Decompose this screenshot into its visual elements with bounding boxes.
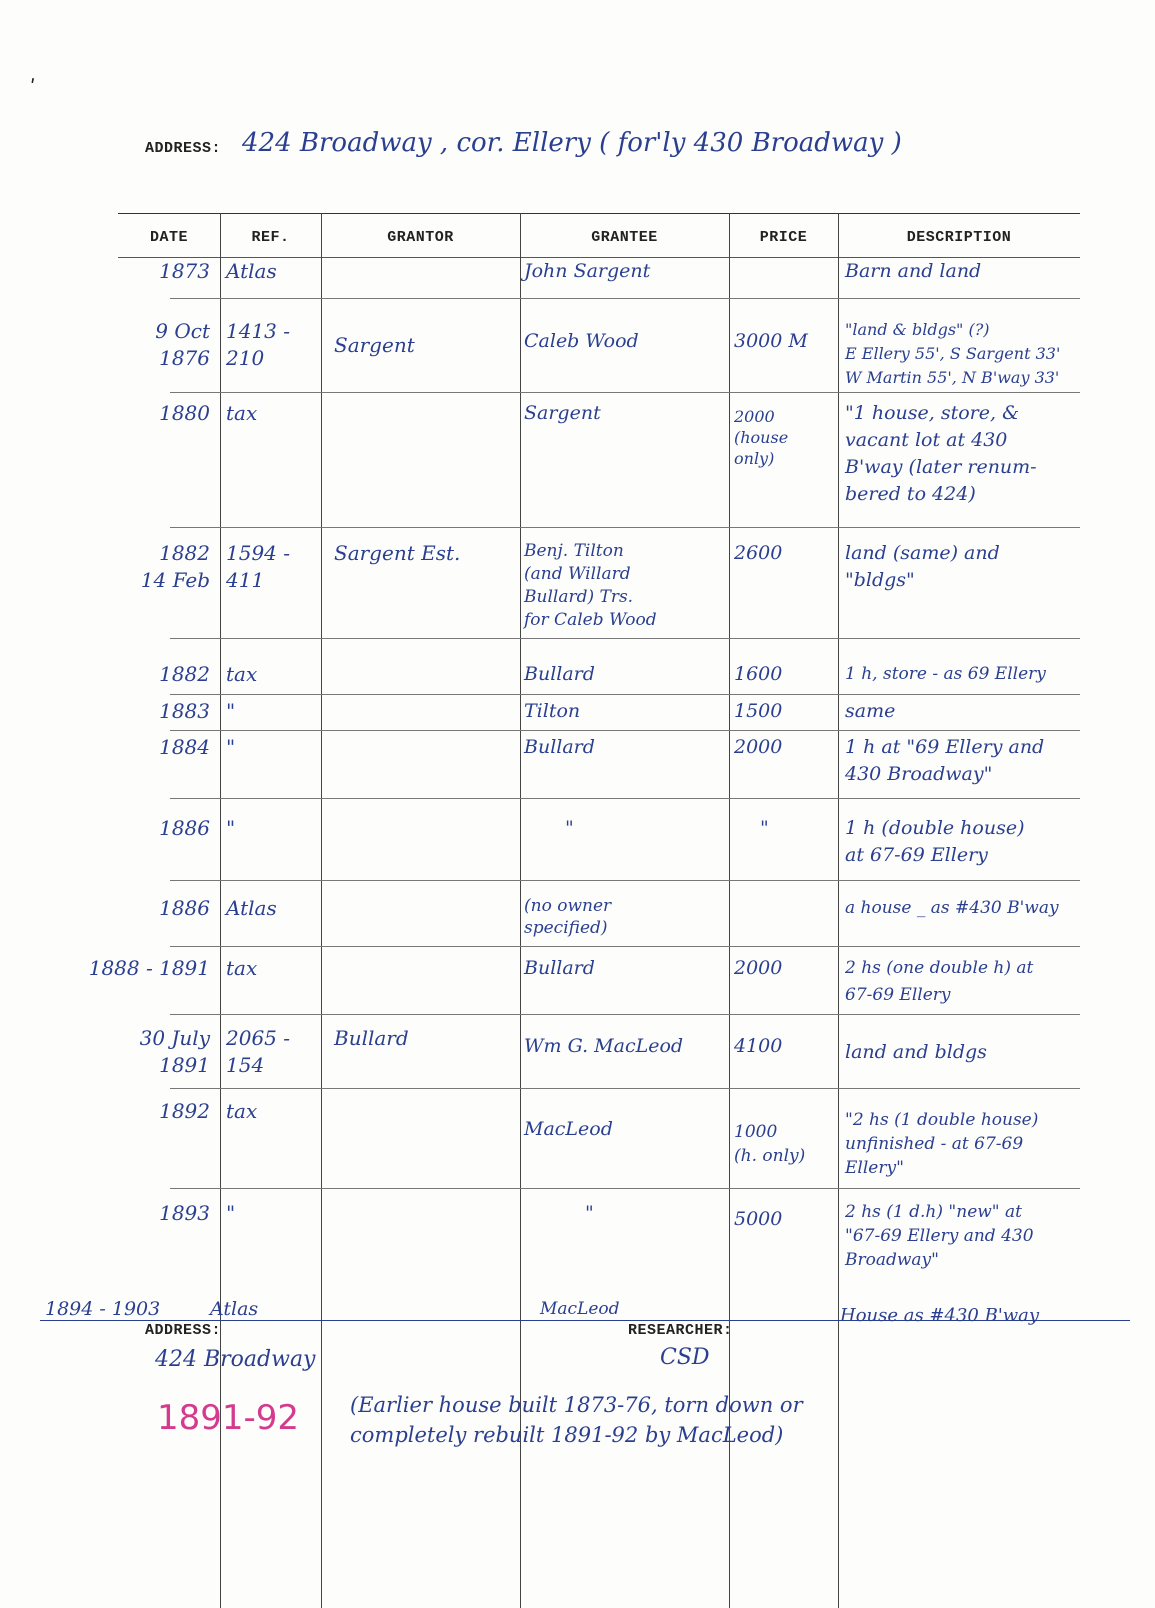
row-grantee: Sargent [524, 402, 601, 424]
row-ref: 1413 - 210 [226, 319, 291, 370]
row-price: 1000 (h. only) [734, 1122, 806, 1166]
column-header-price: PRICE [759, 229, 808, 246]
row-date: 1886 [159, 816, 210, 840]
row-description: "land & bldgs" (?) E Ellery 55', S Sargent 33' W Martin 55', N B'way 33' [845, 320, 1061, 387]
row-ref: 2065 - 154 [226, 1026, 291, 1077]
row-divider [170, 946, 1080, 947]
row-date: 9 Oct 1876 [155, 319, 210, 370]
row-ref: tax [226, 401, 258, 425]
column-divider [321, 213, 322, 1608]
row-ref: tax [226, 1099, 258, 1123]
row-price: " [760, 817, 769, 839]
row-price: 4100 [734, 1035, 783, 1057]
row-divider [170, 298, 1080, 299]
row-grantee: Benj. Tilton (and Willard Bullard) Trs. for Caleb Wood [524, 541, 657, 630]
row-grantee: " [585, 1202, 594, 1224]
row-grantor: Bullard [334, 1026, 409, 1050]
row-description: same [845, 700, 896, 722]
row-description: Barn and land [845, 260, 982, 282]
table-top-rule [118, 213, 1080, 214]
row-grantee: Caleb Wood [524, 330, 639, 352]
row-grantee: Bullard [524, 663, 595, 685]
row-ref: tax [226, 662, 258, 686]
row-grantee: (no owner specified) [524, 896, 612, 938]
column-header-grantor: GRANTOR [387, 229, 454, 246]
row-grantee: Tilton [524, 700, 581, 722]
year-built: 1891-92 [157, 1398, 300, 1438]
row-price: 5000 [734, 1208, 783, 1230]
column-header-ref: REF. [251, 229, 290, 246]
row-grantee: Bullard [524, 957, 595, 979]
researcher-value: CSD [660, 1345, 710, 1370]
row-divider [170, 730, 1080, 731]
row-ref: " [226, 735, 236, 759]
row-description: "2 hs (1 double house) unfinished - at 67-69 Ellery" [845, 1110, 1039, 1178]
column-header-date: DATE [149, 229, 188, 246]
footer-address-label: ADDRESS: [145, 1322, 222, 1339]
row-price: 2600 [734, 542, 783, 564]
row-date: 1883 [159, 699, 210, 723]
row-grantee: " [565, 817, 574, 839]
footer-address-value: 424 Broadway [155, 1347, 316, 1372]
row-divider [170, 527, 1080, 528]
row-divider [170, 1088, 1080, 1089]
row-description: 1 h, store - as 69 Ellery [845, 664, 1046, 684]
row-divider [170, 638, 1080, 639]
row-ref: Atlas [210, 1298, 259, 1320]
row-description: land (same) and "bldgs" [845, 542, 1000, 591]
stray-mark: ʹ [30, 75, 36, 99]
row-divider [170, 1188, 1080, 1189]
row-price: 2000 [734, 957, 783, 979]
column-header-grantee: GRANTEE [591, 229, 658, 246]
column-divider [838, 213, 839, 1608]
row-description: 2 hs (one double h) at 67-69 Ellery [845, 958, 1034, 1005]
row-description: 1 h (double house) at 67-69 Ellery [845, 817, 1025, 866]
row-description: land and bldgs [845, 1041, 987, 1063]
row-grantee: Wm G. MacLeod [524, 1035, 684, 1057]
row-grantee: John Sargent [524, 260, 651, 282]
row-price: 3000 M [734, 330, 808, 352]
row-description: 1 h at "69 Ellery and 430 Broadway" [845, 736, 1045, 785]
row-grantor: Sargent Est. [334, 541, 461, 565]
row-divider [170, 392, 1080, 393]
row-divider [170, 880, 1080, 881]
row-description: "1 house, store, & vacant lot at 430 B'way (later renum- bered to 424) [845, 402, 1037, 505]
row-ref: " [226, 816, 236, 840]
row-date: 1886 [159, 896, 210, 920]
row-date: 1892 [159, 1099, 210, 1123]
row-ref: " [226, 699, 236, 723]
row-grantee: MacLeod [524, 1118, 613, 1140]
row-grantee: MacLeod [540, 1299, 620, 1319]
row-description: a house _ as #430 B'way [845, 898, 1059, 918]
row-grantor: Sargent [334, 333, 415, 357]
address-value: 424 Broadway , cor. Ellery ( for'ly 430 Broadway ) [242, 128, 902, 158]
address-label: ADDRESS: [145, 140, 222, 157]
footer-note: (Earlier house built 1873-76, torn down or completely rebuilt 1891-92 by MacLeod) [350, 1393, 803, 1447]
row-price: 2000 (house only) [734, 407, 789, 468]
row-divider [170, 694, 1080, 695]
column-header-description: DESCRIPTION [906, 229, 1012, 246]
row-date: 1882 [159, 662, 210, 686]
row-ref: Atlas [226, 259, 277, 283]
row-date: 1882 14 Feb [140, 541, 210, 592]
row-description: 2 hs (1 d.h) "new" at "67-69 Ellery and 430 Broadway" [845, 1202, 1034, 1270]
row-date: 1880 [159, 401, 210, 425]
researcher-label: RESEARCHER: [628, 1322, 733, 1339]
row-divider [170, 1014, 1080, 1015]
row-price: 1500 [734, 700, 783, 722]
row-date: 1893 [159, 1201, 210, 1225]
row-date: 30 July 1891 [139, 1026, 210, 1077]
row-ref: " [226, 1201, 236, 1225]
row-date: 1888 - 1891 [88, 956, 210, 980]
row-grantee: Bullard [524, 736, 595, 758]
row-date: 1884 [159, 735, 210, 759]
row-price: 2000 [734, 736, 783, 758]
row-price: 1600 [734, 663, 783, 685]
row-divider [170, 798, 1080, 799]
row-description: House as #430 B'way [840, 1305, 1040, 1326]
row-date: 1873 [159, 259, 210, 283]
row-ref: 1594 - 411 [226, 541, 291, 592]
row-ref: Atlas [226, 896, 277, 920]
row-date: 1894 - 1903 [45, 1298, 161, 1320]
row-ref: tax [226, 956, 258, 980]
